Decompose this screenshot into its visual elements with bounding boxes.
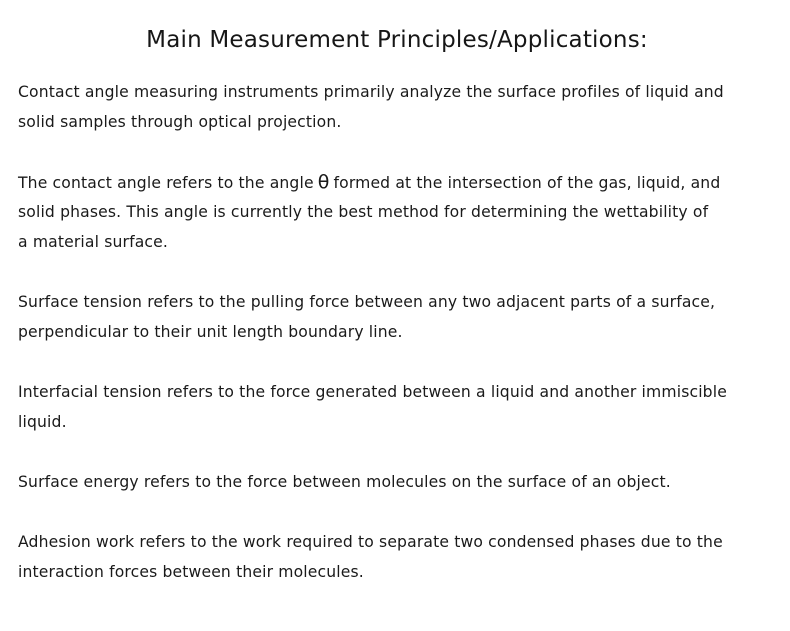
paragraph-line: Surface tension refers to the pulling force between any two adjacent parts of a surface, (18, 293, 716, 311)
paragraph-optical-projection (18, 77, 790, 137)
paragraph-line: Contact angle measuring instruments primarily analyze the surface profiles of liquid and (18, 83, 724, 101)
page-title: Main Measurement Principles/Applications: (146, 27, 648, 53)
paragraph-line: Surface energy refers to the force between molecules on the surface of an object. (18, 473, 671, 491)
line-text-after-symbol: formed at the intersection of the gas, liquid, and (333, 174, 721, 192)
paragraph-line: perpendicular to their unit length boundary line. (18, 323, 403, 341)
line-text-before-symbol: The contact angle refers to the angle (18, 174, 314, 192)
paragraph-line: solid samples through optical projection. (18, 113, 342, 131)
paragraph-line (18, 167, 790, 197)
paragraph-line: Interfacial tension refers to the force generated between a liquid and another immiscible (18, 383, 727, 401)
paragraph-line: solid phases. This angle is currently the best method for determining the wettability of (18, 203, 709, 221)
paragraph-surface-energy (18, 467, 790, 497)
paragraph-surface-tension (18, 287, 790, 347)
paragraph-line: liquid. (18, 413, 67, 431)
paragraph-line: a material surface. (18, 233, 168, 251)
paragraph-interfacial-tension (18, 377, 790, 437)
paragraph-adhesion-work (18, 527, 790, 587)
paragraph-contact-angle (18, 167, 790, 257)
paragraph-line: interaction forces between their molecules. (18, 563, 364, 581)
theta-symbol: θ (317, 171, 330, 193)
paragraph-line: Adhesion work refers to the work required to separate two condensed phases due to the (18, 533, 723, 551)
